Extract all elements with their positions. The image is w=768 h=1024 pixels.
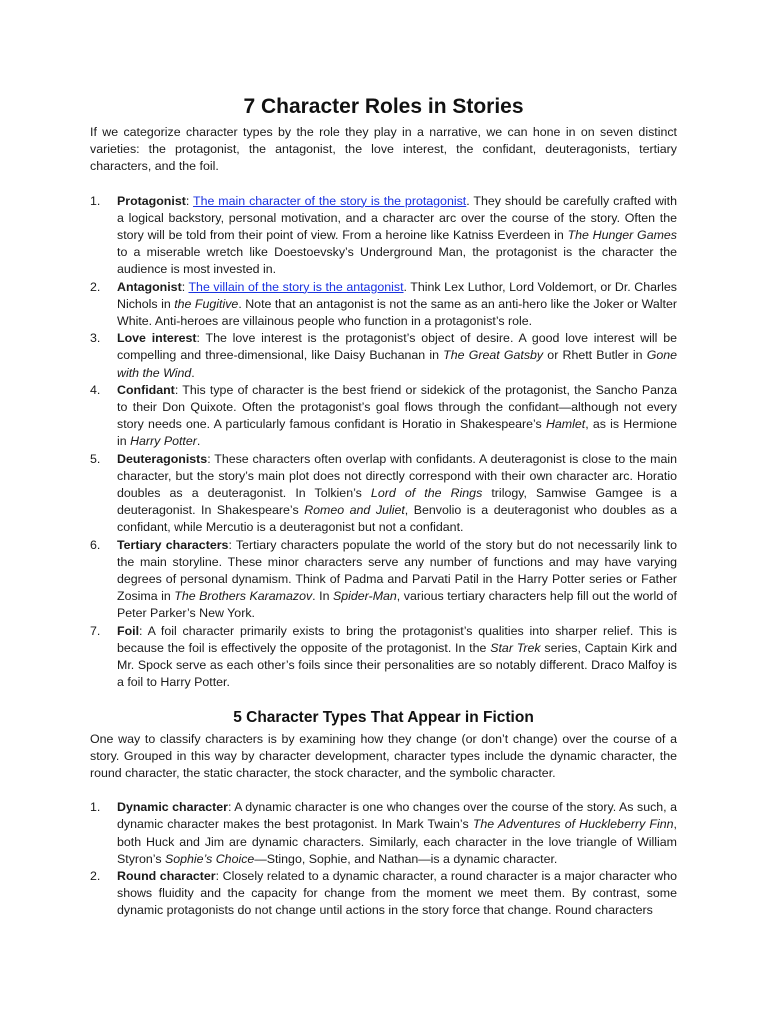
list-item-foil: 7. Foil: A foil character primarily exists to bring the protagonist’s qualities into sharper relief. This is because the foil is effectively the opposite of the protagonist. In the Star Trek series, Captain Kirk and Mr. Spock serve as each other’s foils since their personalities are so notably different. Draco Malfoy is a foil to Harry Potter. — [90, 623, 678, 690]
term-dynamic-character: Dynamic character — [117, 800, 228, 815]
list-number: 1. — [90, 800, 101, 815]
character-types-list — [90, 799, 677, 919]
list-number: 3. — [90, 331, 101, 346]
list-item-love-interest: 3. Love interest: The love interest is the protagonist’s object of desire. A good love interest will be compelling and three-dimensional, like Daisy Buchanan in The Great Gatsby or Rhett Butler in Gone with the Wind. — [90, 331, 678, 380]
list-item-antagonist: 2. Antagonist: The villain of the story is the antagonist. Think Lex Luthor, Lord Voldemort, or Dr. Charles Nichols in the Fugitive. Note that an antagonist is not the same as an anti-hero like the Joker or Walter White. Anti-heroes are villainous people who function in a protagonist’s role. — [90, 279, 678, 329]
list-number: 2. — [90, 868, 101, 883]
list-number: 1. — [90, 193, 101, 208]
list-item-protagonist: 1. Protagonist: The main character of the story is the protagonist. They should be carefully crafted with a logical backstory, personal motivation, and a character arc over the course of the story. Often the story will be told from their point of view. From a heroine like Katniss Everdeen in The Hunger Games to a miserable wretch like Doestoevsky’s Underground Man, the protagonist is the character the audience is most invested in. — [90, 193, 677, 277]
list-item-dynamic-character: 1. Dynamic character: A dynamic character is one who changes over the course of the story. As such, a dynamic character makes the best protagonist. In Mark Twain’s The Adventures of Huckleberry Finn, both Huck and Jim are dynamic characters. Similarly, each character in the love triangle of William Styron’s Sophie’s Choice—Stingo, Sophie, and Nathan—is a dynamic character. — [90, 800, 678, 866]
list-item-tertiary-characters: 6. Tertiary characters: Tertiary characters populate the world of the story but do not necessarily link to the main storyline. These minor characters serve any number of functions and may have varying degrees of personal dynamism. Think of Padma and Parvati Patil in the Harry Potter series or Father Zosima in The Brothers Karamazov. In Spider-Man, various tertiary characters help fill out the world of Peter Parker’s New York. — [90, 537, 677, 621]
list-number: 2. — [90, 279, 101, 294]
term-confidant: Confidant — [117, 382, 175, 397]
list-number: 4. — [90, 382, 101, 397]
section1-title: 7 Character Roles in Stories — [243, 95, 524, 118]
term-antagonist: Antagonist — [117, 279, 182, 294]
protagonist-link[interactable]: The main character of the story is the protagonist — [193, 193, 467, 208]
character-roles-list — [90, 193, 677, 692]
term-tertiary-characters: Tertiary characters — [117, 537, 229, 552]
document-body — [90, 94, 677, 920]
term-protagonist: Protagonist — [117, 193, 186, 208]
term-deuteragonists: Deuteragonists — [117, 451, 208, 466]
list-number: 5. — [90, 451, 101, 466]
list-item-deuteragonists: 5. Deuteragonists: These characters often overlap with confidants. A deuteragonist is close to the main character, but the story’s main plot does not directly correspond with their own character arc. Horatio doubles as a deuteragonist. In Tolkien’s Lord of the Rings trilogy, Samwise Gamgee is a deuteragonist. In Shakespeare’s Romeo and Juliet, Benvolio is a deuteragonist who doubles as a confidant, while Mercutio is a deuteragonist but not a confidant. — [90, 451, 677, 535]
list-number: 7. — [90, 623, 101, 638]
list-number: 6. — [90, 537, 101, 552]
list-item-confidant: 4. Confidant: This type of character is the best friend or sidekick of the protagonist, the Sancho Panza to their Don Quixote. Often the protagonist’s goal flows through the confidant—although not every story needs one. A particularly famous confidant is Horatio in Shakespeare’s Hamlet, as is Hermione in Harry Potter. — [90, 382, 677, 449]
antagonist-link[interactable]: The villain of the story is the antagonist — [188, 279, 404, 294]
term-foil: Foil — [117, 623, 140, 638]
term-round-character: Round character — [117, 868, 216, 883]
section1-intro: If we categorize character types by the role they play in a narrative, we can hone in on seven distinct varieties: the protagonist, the antagonist, the love interest, the confidant, deuteragonists, tertiary characters, and the foil. — [90, 125, 677, 174]
section2-title: 5 Character Types That Appear in Fiction — [233, 708, 534, 726]
list-item-round-character: 2. Round character: Closely related to a dynamic character, a round character is a major character who shows fluidity and the capacity for change from the moment we meet them. By contrast, some dynamic protagonists do not change until actions in the story force that change. Round characters — [90, 868, 677, 918]
section2-intro: One way to classify characters is by examining how they change (or don’t change) over the course of a story. Grouped in this way by character development, character types include the dynamic character, the round character, the static character, the stock character, and the symbolic character. — [90, 731, 677, 780]
term-love-interest: Love interest — [117, 331, 197, 346]
